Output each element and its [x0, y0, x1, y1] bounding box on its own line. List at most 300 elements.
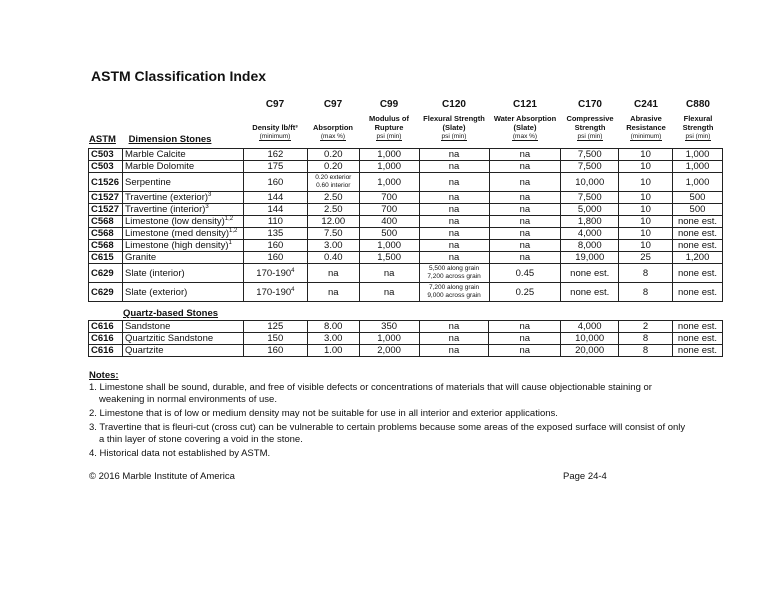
- value-cell: [307, 252, 359, 264]
- value-cell: [619, 345, 673, 357]
- footnote-ref: 1,2: [229, 227, 238, 234]
- astm-code-cell: C616: [89, 345, 123, 357]
- value-text: na: [519, 333, 531, 344]
- value-text: 0.40: [324, 252, 343, 263]
- astm-code-cell: C1527: [89, 204, 123, 216]
- value-text: 1,000: [685, 149, 710, 160]
- value-cell: [307, 192, 359, 204]
- value-cell: [359, 345, 419, 357]
- value-cell: [489, 204, 561, 216]
- value-cell: [672, 173, 722, 192]
- value-text: 1,000: [377, 240, 402, 251]
- value-text: none est.: [677, 333, 718, 344]
- stone-name-cell: [122, 333, 243, 345]
- col-header-modulus: [359, 98, 419, 142]
- notes-title: Notes:: [89, 370, 119, 381]
- value-text: 8.00: [323, 321, 343, 332]
- value-text: na: [519, 161, 531, 172]
- footnote-ref: 4: [291, 286, 295, 293]
- value-cell: [489, 240, 561, 252]
- col-name: Flexural Strength: [682, 114, 714, 132]
- value-cell: [243, 240, 307, 252]
- stone-name-cell: [122, 283, 243, 302]
- astm-code-cell: C615: [89, 252, 123, 264]
- value-cell: [489, 345, 561, 357]
- stone-name-cell: [122, 252, 243, 264]
- value-cell: [619, 283, 673, 302]
- col-unit: (max %): [320, 133, 346, 140]
- value-cell: [307, 161, 359, 173]
- value-cell: [419, 161, 489, 173]
- value-cell: [419, 149, 489, 161]
- value-text: 162: [267, 149, 284, 160]
- value-text: na: [448, 204, 460, 215]
- value-cell: [307, 173, 359, 192]
- stone-name: Travertine (interior): [124, 204, 206, 215]
- stone-name: Quartzitic Sandstone: [124, 333, 214, 344]
- value-cell: [489, 252, 561, 264]
- col-header-density: [243, 98, 307, 142]
- value-cell: [672, 283, 722, 302]
- value-text: 7,500: [577, 161, 602, 172]
- page-number: Page 24-4: [563, 471, 607, 482]
- table-row: [89, 345, 723, 357]
- value-text: 2.50: [324, 192, 343, 203]
- flexural-along-grain: 7,200 along grain: [428, 284, 480, 291]
- table-row: [89, 192, 723, 204]
- col-unit: (minimum): [630, 133, 662, 140]
- value-text: 500: [689, 204, 706, 215]
- value-cell: [489, 149, 561, 161]
- col-code: C120: [442, 99, 466, 110]
- value-cell: [419, 321, 489, 333]
- note-2: 2. Limestone that is of low or medium density may not be suitable for use in all interior and exterior applications.: [89, 408, 558, 419]
- flexural-across-grain: 9,000 across grain: [427, 292, 481, 299]
- value-text: 10: [640, 192, 651, 203]
- col-name: Compressive Strength: [566, 114, 614, 132]
- col-unit: psi (min): [441, 133, 467, 140]
- value-cell: [672, 264, 722, 283]
- value-cell: [619, 240, 673, 252]
- value-cell: [489, 161, 561, 173]
- table-row: [89, 149, 723, 161]
- value-text: 8: [642, 345, 649, 356]
- col-code: C121: [513, 99, 537, 110]
- stone-name-cell: [122, 216, 243, 228]
- value-text: 4,000: [577, 228, 602, 239]
- value-cell: [619, 216, 673, 228]
- value-cell: [243, 345, 307, 357]
- stone-name: Slate (interior): [124, 267, 185, 279]
- value-text: na: [519, 192, 531, 203]
- value-cell: [489, 216, 561, 228]
- value-text: 1,800: [577, 216, 602, 227]
- value-text: na: [383, 267, 395, 279]
- value-cell: [359, 283, 419, 302]
- value-text: na: [328, 286, 339, 298]
- value-text: na: [519, 252, 531, 263]
- stone-name: Quartzite: [124, 345, 164, 356]
- value-text: 0.20: [324, 161, 343, 172]
- value-cell: [619, 264, 673, 283]
- value-cell: [619, 333, 673, 345]
- astm-code-cell: C616: [89, 321, 123, 333]
- col-name: Modulus of Rupture: [369, 114, 409, 132]
- value-cell: [307, 333, 359, 345]
- value-text: 4,000: [577, 321, 602, 332]
- stone-name-cell: [122, 149, 243, 161]
- value-cell: [561, 321, 619, 333]
- value-cell: [419, 204, 489, 216]
- astm-code-cell: C1527: [89, 192, 123, 204]
- value-text: na: [519, 321, 531, 332]
- value-text: 10: [640, 216, 651, 227]
- note-3: 3. Travertine that is fleuri-cut (cross cut) can be vulnerable to certain problems because some areas of the exposed surface will consist of only a thin layer of stone covering a void in the stone.: [89, 422, 686, 445]
- col-header-water-absorption: [489, 98, 561, 142]
- value-text: na: [519, 228, 531, 239]
- value-text: na: [383, 286, 395, 298]
- value-cell: [307, 264, 359, 283]
- value-text: 10: [640, 149, 651, 160]
- value-text: 5,000: [577, 204, 602, 215]
- value-cell: [359, 333, 419, 345]
- value-cell: [672, 192, 722, 204]
- value-cell: [359, 216, 419, 228]
- value-cell: [561, 216, 619, 228]
- value-cell: [619, 173, 673, 192]
- value-cell: [561, 173, 619, 192]
- value-text: 2.50: [324, 204, 343, 215]
- table-body: [89, 321, 723, 357]
- absorption-interior: 0.60 interior: [316, 182, 351, 189]
- table-subheader: [89, 134, 211, 145]
- value-text: 3.00: [324, 240, 343, 251]
- value-cell: [243, 216, 307, 228]
- value-cell: [359, 228, 419, 240]
- value-text: 150: [267, 333, 284, 344]
- footnote-ref: 3: [208, 191, 212, 198]
- value-text: none est.: [677, 286, 718, 298]
- value-text: 12.00: [321, 216, 346, 227]
- value-text: 0.25: [515, 286, 535, 298]
- value-text: na: [448, 228, 460, 239]
- value-cell: [672, 228, 722, 240]
- astm-code-cell: C1526: [89, 173, 123, 192]
- col-header-absorption: [307, 98, 359, 142]
- value-text: 1,000: [377, 161, 402, 172]
- value-text: 8: [642, 267, 649, 279]
- col-code: C99: [379, 99, 399, 110]
- value-cell: [561, 333, 619, 345]
- value-text: 8: [642, 333, 649, 344]
- stone-name-cell: [122, 192, 243, 204]
- value-text: na: [448, 149, 460, 160]
- col-code: C880: [686, 99, 710, 110]
- value-cell: [243, 161, 307, 173]
- value-text: 1,000: [377, 149, 402, 160]
- value-text: none est.: [677, 216, 718, 227]
- table-row: [89, 252, 723, 264]
- value-text: 2,000: [377, 345, 401, 356]
- value-cell: [307, 283, 359, 302]
- table-row: [89, 173, 723, 192]
- value-cell: [307, 321, 359, 333]
- value-cell: [672, 333, 722, 345]
- value-cell: [672, 321, 722, 333]
- value-text: none est.: [677, 267, 718, 279]
- value-text: 160: [267, 240, 284, 251]
- value-cell: [359, 173, 419, 192]
- value-text: 144: [267, 204, 284, 215]
- value-text: na: [519, 240, 531, 251]
- value-cell: [672, 204, 722, 216]
- flexural-across-grain: 7,200 across grain: [427, 273, 481, 280]
- value-cell: [307, 204, 359, 216]
- stone-name-cell: [122, 173, 243, 192]
- value-text: 400: [381, 216, 398, 227]
- table-row: [89, 240, 723, 252]
- value-text: 3.00: [323, 333, 343, 344]
- astm-code-cell: C629: [89, 264, 123, 283]
- value-cell: [561, 161, 619, 173]
- astm-code-cell: C503: [89, 161, 123, 173]
- footnote-ref: 1: [228, 239, 232, 246]
- value-cell: [672, 345, 722, 357]
- col-unit: (max %): [512, 133, 538, 140]
- value-cell: [243, 173, 307, 192]
- value-text: 1,000: [377, 333, 401, 344]
- stone-name-cell: [122, 228, 243, 240]
- value-text: na: [448, 240, 460, 251]
- value-cell: [359, 204, 419, 216]
- dimension-stones-label: Dimension Stones: [128, 134, 212, 145]
- value-cell: [619, 192, 673, 204]
- value-text: na: [448, 216, 460, 227]
- value-cell: [359, 240, 419, 252]
- value-text: na: [448, 321, 460, 332]
- col-unit: psi (min): [685, 133, 711, 140]
- value-text: 7.50: [324, 228, 343, 239]
- value-cell: [307, 228, 359, 240]
- value-text: 19,000: [575, 252, 605, 263]
- value-cell: [672, 252, 722, 264]
- value-text: 2: [642, 321, 649, 332]
- value-text: 10,000: [575, 176, 605, 188]
- table-row: [89, 228, 723, 240]
- flexural-along-grain: 5,500 along grain: [428, 265, 480, 272]
- value-text: 10: [640, 161, 651, 172]
- stone-name: Limestone (low density): [124, 216, 225, 227]
- value-text: 10,000: [575, 333, 605, 344]
- value-text: 160: [267, 176, 284, 188]
- value-text: 25: [640, 252, 651, 263]
- stone-name: Limestone (med density): [124, 228, 230, 239]
- value-cell: [672, 149, 722, 161]
- col-name: Density lb/ft³: [252, 123, 298, 132]
- col-header-flexural: [673, 98, 723, 142]
- value-text: 8: [642, 286, 649, 298]
- value-text: 10: [640, 176, 651, 188]
- value-cell: [243, 149, 307, 161]
- quartz-stones-table: [88, 320, 723, 357]
- col-header-flexural-slate: [419, 98, 489, 142]
- value-cell: [307, 240, 359, 252]
- table-row: [89, 204, 723, 216]
- stone-name: Serpentine: [124, 176, 171, 188]
- stone-name: Travertine (exterior): [124, 192, 209, 203]
- value-cell: [419, 228, 489, 240]
- value-text: na: [448, 345, 460, 356]
- note-1: 1. Limestone shall be sound, durable, and free of visible defects or concentrations of materials that will cause objectionable staining or weakening in normal environments of use.: [89, 382, 652, 405]
- footnote-ref: 3: [205, 203, 209, 210]
- value-text: na: [519, 149, 531, 160]
- value-text: none est.: [570, 286, 610, 298]
- value-cell: [489, 321, 561, 333]
- value-text: 170-190: [256, 286, 292, 298]
- value-cell: [489, 228, 561, 240]
- table-row: [89, 161, 723, 173]
- value-text: na: [448, 161, 460, 172]
- value-cell: [243, 264, 307, 283]
- col-code: C241: [634, 99, 658, 110]
- value-text: na: [519, 204, 531, 215]
- value-text: 700: [381, 192, 398, 203]
- astm-code-cell: C568: [89, 228, 123, 240]
- dimension-stones-table: [88, 148, 723, 302]
- value-cell: [561, 240, 619, 252]
- value-cell: [243, 321, 307, 333]
- value-cell: [561, 252, 619, 264]
- copyright: © 2016 Marble Institute of America: [89, 471, 235, 482]
- value-text: na: [519, 176, 531, 188]
- value-text: 144: [267, 192, 284, 203]
- value-text: 0.45: [515, 267, 535, 279]
- table-row: [89, 321, 723, 333]
- stone-name: Granite: [124, 252, 157, 263]
- stone-name: Slate (exterior): [124, 286, 188, 298]
- value-text: 1,000: [685, 176, 710, 188]
- value-cell: [561, 264, 619, 283]
- quartz-stones-label: Quartz-based Stones: [123, 308, 219, 319]
- value-cell: [419, 192, 489, 204]
- table-row: [89, 333, 723, 345]
- table-row: [89, 216, 723, 228]
- stone-name-cell: [122, 321, 243, 333]
- value-text: 10: [640, 240, 651, 251]
- value-text: 0.20: [324, 149, 343, 160]
- col-name: Abrasive Resistance: [626, 114, 666, 132]
- value-cell: [419, 173, 489, 192]
- value-cell: [243, 333, 307, 345]
- absorption-exterior: 0.20 exterior: [315, 174, 352, 181]
- value-cell: [419, 345, 489, 357]
- value-cell: [672, 240, 722, 252]
- stone-name: Marble Calcite: [124, 149, 186, 160]
- value-text: 160: [267, 345, 284, 356]
- value-text: na: [448, 333, 460, 344]
- stone-name-cell: [122, 204, 243, 216]
- value-cell: [672, 161, 722, 173]
- value-cell: [489, 192, 561, 204]
- value-text: none est.: [677, 321, 718, 332]
- col-name: Water Absorption (Slate): [493, 114, 557, 132]
- value-text: 7,500: [577, 192, 602, 203]
- value-cell: [489, 173, 561, 192]
- value-cell: [419, 240, 489, 252]
- value-cell: [243, 228, 307, 240]
- value-cell: [561, 149, 619, 161]
- astm-code-cell: C616: [89, 333, 123, 345]
- value-text: 125: [267, 321, 284, 332]
- value-text: 500: [689, 192, 706, 203]
- value-cell: [619, 161, 673, 173]
- value-cell: [243, 192, 307, 204]
- astm-code-cell: C629: [89, 283, 123, 302]
- value-text: na: [448, 252, 460, 263]
- value-cell: [619, 149, 673, 161]
- value-text: 110: [267, 216, 283, 227]
- value-text: 1,500: [377, 252, 402, 263]
- value-text: na: [519, 216, 531, 227]
- footnote-ref: 1,2: [224, 215, 234, 222]
- value-cell: [359, 252, 419, 264]
- value-text: na: [519, 345, 531, 356]
- value-cell: [489, 283, 561, 302]
- value-text: na: [448, 192, 460, 203]
- value-text: 700: [381, 204, 398, 215]
- value-cell: [619, 321, 673, 333]
- value-cell: [243, 283, 307, 302]
- footnote-ref: 4: [291, 267, 295, 274]
- value-cell: [561, 228, 619, 240]
- value-cell: [561, 192, 619, 204]
- value-cell: [359, 161, 419, 173]
- value-cell: [619, 228, 673, 240]
- table-body: [89, 149, 723, 302]
- col-unit: psi (min): [577, 133, 603, 140]
- value-cell: [561, 345, 619, 357]
- table-row: [89, 283, 723, 302]
- value-cell: [243, 252, 307, 264]
- value-text: 7,500: [577, 149, 602, 160]
- value-cell: [307, 345, 359, 357]
- value-cell: [419, 216, 489, 228]
- value-cell: [419, 333, 489, 345]
- table-row: [89, 264, 723, 283]
- value-cell: [619, 204, 673, 216]
- value-cell: [307, 216, 359, 228]
- stone-name: Sandstone: [124, 321, 171, 332]
- value-text: 500: [381, 228, 398, 239]
- astm-code-cell: C568: [89, 240, 123, 252]
- col-unit: (minimum): [259, 133, 291, 140]
- col-name: Absorption: [313, 123, 353, 132]
- value-text: 10: [640, 228, 651, 239]
- stone-name: Marble Dolomite: [124, 161, 195, 172]
- value-cell: [419, 264, 489, 283]
- value-text: none est.: [677, 240, 718, 251]
- value-cell: [359, 192, 419, 204]
- value-cell: [359, 149, 419, 161]
- value-text: 10: [640, 204, 651, 215]
- value-text: na: [328, 267, 339, 279]
- value-text: 350: [381, 321, 398, 332]
- value-text: 170-190: [256, 267, 292, 279]
- value-cell: [561, 283, 619, 302]
- value-text: 1.00: [323, 345, 343, 356]
- col-header-abrasive: [619, 98, 673, 142]
- stone-name: Limestone (high density): [124, 240, 229, 251]
